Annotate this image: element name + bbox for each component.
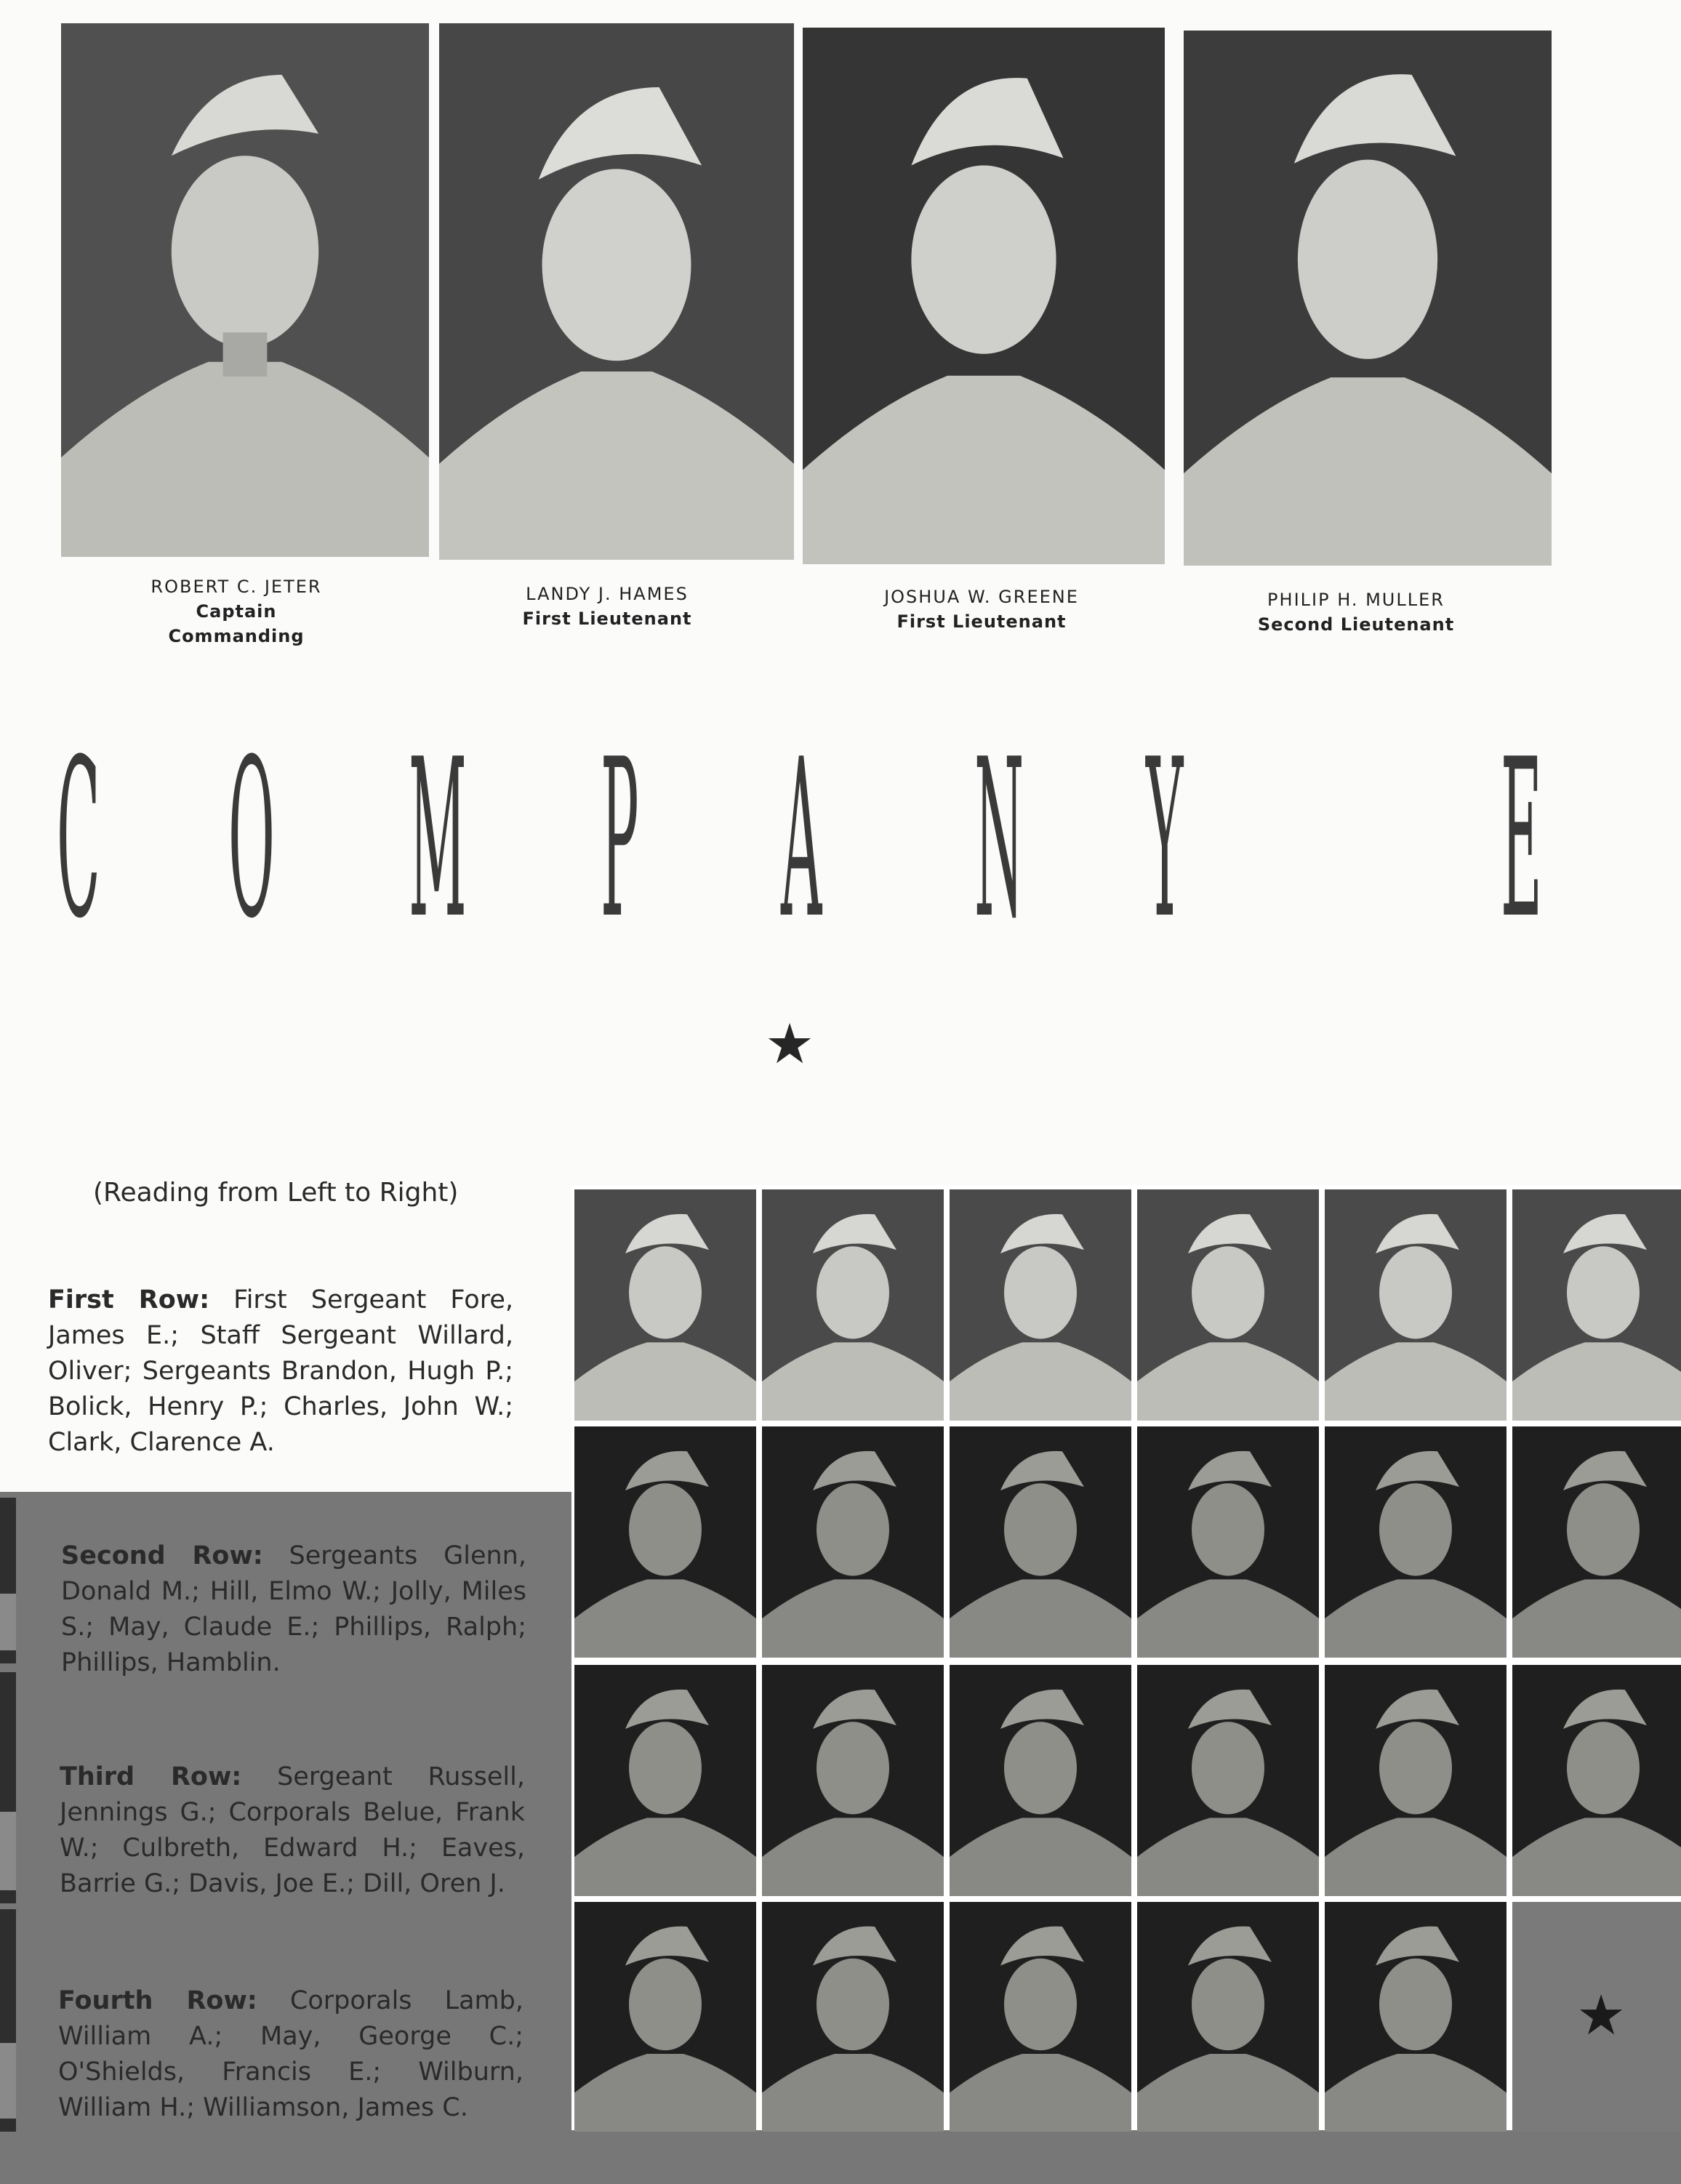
enlisted-portrait	[1325, 1426, 1507, 1658]
enlisted-portrait	[574, 1189, 756, 1421]
officer-rank: First Lieutenant	[522, 609, 692, 629]
officer-name: JOSHUA W. GREENE	[884, 587, 1079, 607]
enlisted-portrait	[762, 1665, 944, 1896]
enlisted-portrait	[1137, 1426, 1319, 1658]
officer-caption-hames	[494, 582, 720, 631]
officer-name: LANDY J. HAMES	[526, 584, 689, 604]
row-description-second	[61, 1538, 526, 1681]
officer-caption-jeter	[124, 574, 349, 649]
title-letter-c: C	[57, 712, 100, 966]
officer-caption-muller	[1243, 587, 1469, 637]
row-names: First Sergeant Fore, James E.; Staff Sergeant Willard, Oliver; Sergeants Brandon, Hugh P.; Bolick, Henry P.; Charles, John W.; Clark, Clarence A.	[48, 1285, 513, 1457]
edge-photo-strip	[0, 1672, 16, 1903]
title-letter-p: P	[601, 712, 639, 966]
row-label: Fourth Row:	[58, 1986, 257, 2015]
officer-rank: Second Lieutenant	[1257, 614, 1455, 635]
officer-portrait-greene	[803, 28, 1165, 564]
title-letter-n: N	[974, 712, 1024, 966]
enlisted-portrait	[950, 1665, 1131, 1896]
enlisted-portrait	[950, 1189, 1131, 1421]
officer-name: PHILIP H. MULLER	[1267, 590, 1445, 610]
enlisted-portrait	[1137, 1665, 1319, 1896]
row-names: Sergeant Russell, Jennings G.; Corporals Belue, Frank W.; Culbreth, Edward H.; Eaves, Barrie G.; Davis, Joe E.; Dill, Oren J.	[60, 1762, 525, 1898]
row-description-third	[60, 1759, 525, 1902]
officer-rank: Captain	[196, 601, 277, 622]
title-letter-m: M	[409, 712, 467, 966]
officer-portrait-jeter	[61, 23, 429, 557]
reading-note: (Reading from Left to Right)	[93, 1178, 459, 1208]
officer-portrait-hames	[439, 23, 794, 560]
officer-name: ROBERT C. JETER	[151, 577, 322, 597]
title-letter-e: E	[1501, 712, 1542, 966]
title-letter-a: A	[781, 712, 822, 966]
row-description-fourth	[58, 1983, 523, 2126]
enlisted-portrait	[1137, 1189, 1319, 1421]
star-icon: ★	[1576, 1983, 1626, 2047]
row-description-first	[48, 1282, 513, 1461]
officer-caption-greene	[858, 585, 1105, 634]
enlisted-portrait	[950, 1426, 1131, 1658]
title-letter-o: O	[228, 712, 275, 966]
enlisted-portrait	[1512, 1189, 1681, 1421]
enlisted-portrait	[1325, 1902, 1507, 2132]
officer-rank: First Lieutenant	[896, 611, 1067, 632]
row-label: Second Row:	[61, 1541, 263, 1570]
enlisted-portrait	[574, 1426, 756, 1658]
enlisted-portrait	[574, 1902, 756, 2132]
officer-role: Commanding	[168, 626, 305, 646]
enlisted-portrait	[1137, 1902, 1319, 2132]
enlisted-portrait	[1325, 1665, 1507, 1896]
empty-grid-cell	[1512, 1902, 1681, 2132]
officer-portrait-muller	[1184, 31, 1552, 566]
enlisted-portrait	[1512, 1665, 1681, 1896]
enlisted-portrait	[762, 1902, 944, 2132]
row-label: Third Row:	[60, 1762, 242, 1791]
enlisted-portrait	[762, 1189, 944, 1421]
title-letter-y: Y	[1146, 712, 1184, 966]
row-names: Sergeants Glenn, Donald M.; Hill, Elmo W.; Jolly, Miles S.; May, Claude E.; Phillips, Ralph; Phillips, Hamblin.	[61, 1541, 526, 1677]
enlisted-portrait	[1512, 1426, 1681, 1658]
edge-photo-strip	[0, 1498, 16, 1663]
enlisted-portrait	[1325, 1189, 1507, 1421]
row-names: Corporals Lamb, William A.; May, George C.; O'Shields, Francis E.; Wilburn, William H.; Williamson, James C.	[58, 1986, 523, 2122]
row-label: First Row:	[48, 1285, 210, 1314]
enlisted-portrait	[762, 1426, 944, 1658]
star-icon: ★	[765, 1011, 815, 1076]
enlisted-portrait	[574, 1665, 756, 1896]
enlisted-portrait	[950, 1902, 1131, 2132]
edge-photo-strip	[0, 1909, 16, 2132]
